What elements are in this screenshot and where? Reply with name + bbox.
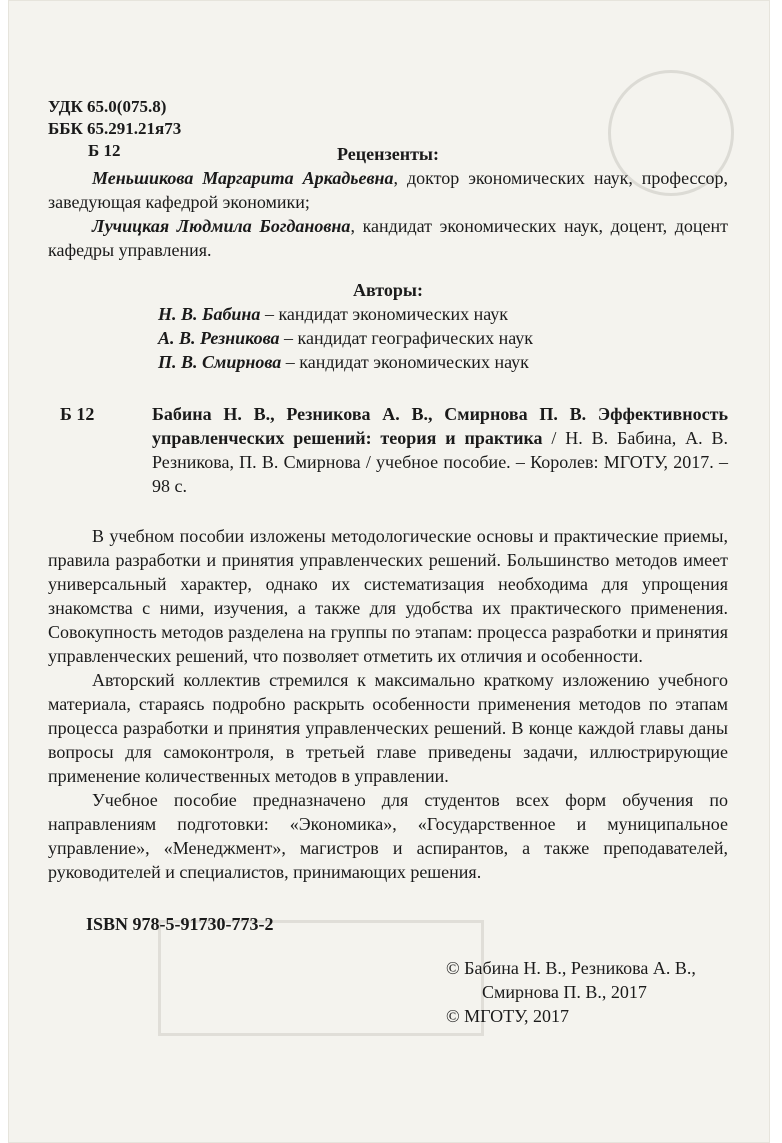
annotation-paragraph-3: Учебное пособие предназначено для студентов всех форм обучения по направлениям подготовки: «Экономика», «Государственное и муниципальное управление», «Менеджмент», магистров и аспирантов, а также преподавателей, руководителей и специалистов, принимающих решения. [48,790,728,882]
reviewer-1-desc: , доктор экономических наук, профессор, заведующая кафедрой экономики; [48,168,728,212]
reviewers-heading: Рецензенты: [337,144,439,164]
reviewer-2-desc: , кандидат экономических наук, доцент, доцент кафедры управления. [48,216,728,260]
biblio-rest: / Н. В. Бабина, А. В. Резникова, П. В. Смирнова / учебное пособие. – Королев: МГОТУ, 2017. – 98 с. [152,428,728,496]
bbk-code: ББК 65.291.21я73 [48,119,182,138]
annotation-paragraph-2: Авторский коллектив стремился к максимально краткому изложению учебного материала, стараясь подробно раскрыть особенности применения методов по этапам процесса разработки и принятия управленческих решений. В конце каждой главы даны вопросы для самоконтроля, в третьей главе приведены задачи, иллюстрирующие применение количественных методов в управлении. [48,670,728,786]
author-mark: Б 12 [88,141,121,160]
reviewers-section [48,142,728,262]
author-2 [48,326,728,350]
authors-heading: Авторы: [353,280,423,300]
biblio-code: Б 12 [60,404,95,424]
biblio-text [152,402,728,498]
author-1-name: Н. В. Бабина [158,304,261,324]
authors-section [48,278,728,374]
author-3-name: П. В. Смирнова [158,352,282,372]
annotation [48,524,728,884]
bibliographic-record [48,402,728,498]
author-3-desc: – кандидат экономических наук [281,352,529,372]
isbn: ISBN 978-5-91730-773-2 [86,914,274,934]
author-2-name: А. В. Резникова [158,328,280,348]
copyright-authors-cont: Смирнова П. В., 2017 [482,982,647,1002]
reviewer-2 [48,214,728,262]
copyright-authors: © Бабина Н. В., Резникова А. В., [446,958,696,978]
udk-code: УДК 65.0(075.8) [48,97,167,116]
reviewer-1-name: Меньшикова Маргарита Аркадьевна [92,168,394,188]
copyright-block [48,956,728,1028]
book-page [8,0,770,1143]
reviewer-1 [48,166,728,214]
copyright-publisher: © МГОТУ, 2017 [446,1006,569,1026]
reviewer-2-name: Лучицкая Людмила Богдановна [92,216,351,236]
imprint-content [48,96,728,1028]
author-1 [48,302,728,326]
author-3 [48,350,728,374]
author-2-desc: – кандидат географических наук [279,328,534,348]
annotation-paragraph-1: В учебном пособии изложены методологические основы и практические приемы, правила разработки и принятия управленческих решений. Большинство методов имеет универсальный характер, однако их систематизация необходима для упрощения знакомства с ними, изучения, а также для удобства их практического применения. Совокупность методов разделена на группы по этапам: процесса разработки и принятия управленческих решений, что позволяет отметить их отличия и особенности. [48,526,728,666]
biblio-title: Бабина Н. В., Резникова А. В., Смирнова П. В. Эффективность управленческих решений: теория и практика [152,404,728,448]
author-1-desc: – кандидат экономических наук [260,304,509,324]
